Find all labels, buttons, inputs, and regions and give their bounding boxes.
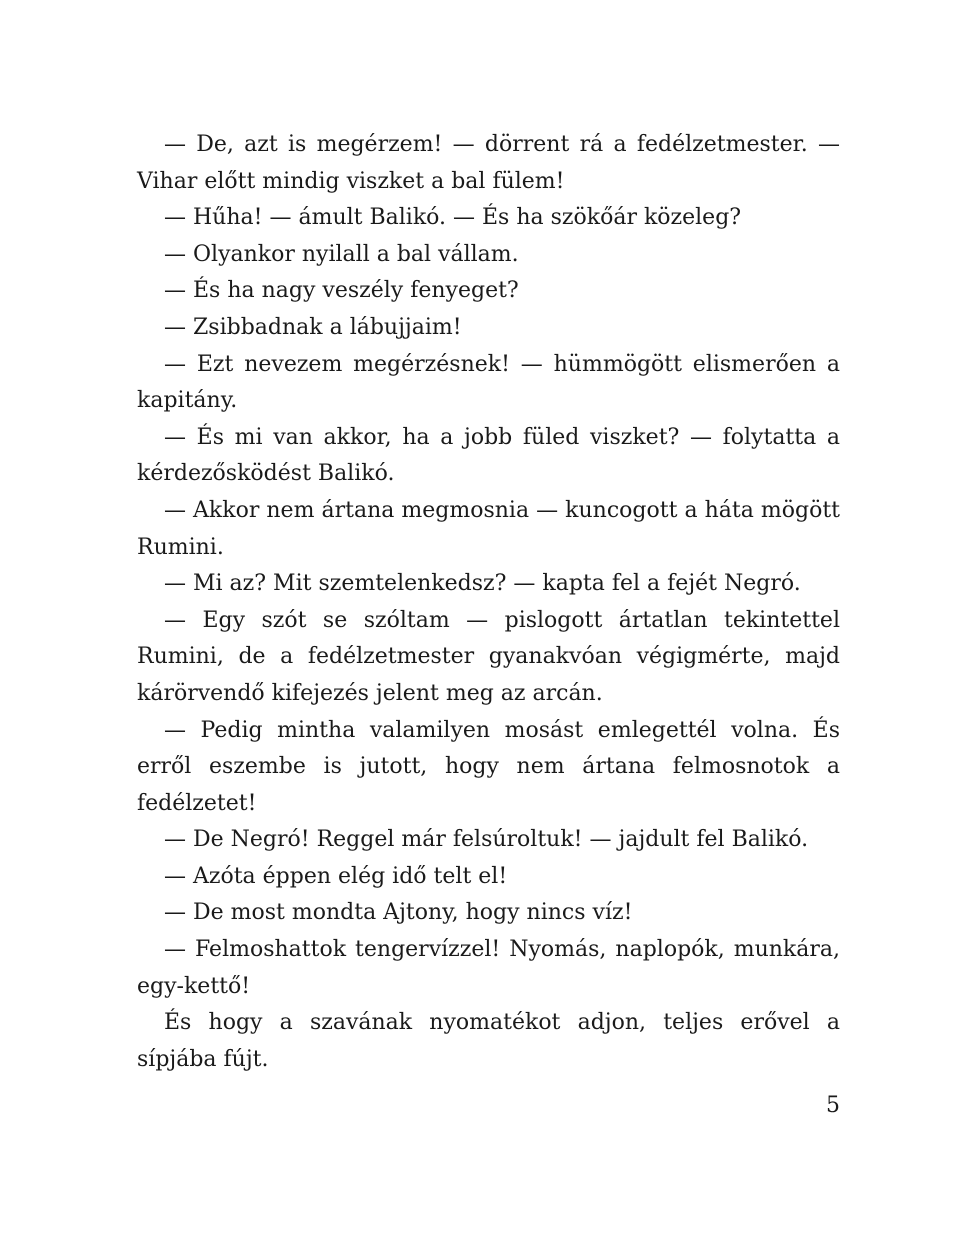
paragraph: — Azóta éppen elég idő telt el!	[164, 863, 508, 889]
paragraph: — Zsibbadnak a lábujjaim!	[164, 314, 462, 340]
paragraph: — Akkor nem ártana megmosnia — kuncogott a háta mögött Rumini.	[137, 497, 840, 560]
paragraph: — Egy szót se szóltam — pislogott ártatlan tekintettel Rumini, de a fedélzetmester gyanakvóan végigmérte, majd kárörvendő kifejezés jelent meg az arcán.	[137, 607, 840, 706]
page-number: 5	[826, 1093, 840, 1118]
paragraph: — Hűha! — ámult Balikó. — És ha szökőár közeleg?	[164, 205, 742, 231]
body-text	[137, 127, 840, 1078]
paragraph: — És mi van akkor, ha a jobb füled viszket? — folytatta a kérdezősködést Balikó.	[137, 424, 840, 487]
paragraph: — Ezt nevezem megérzésnek! — hümmögött elismerően a kapitány.	[137, 351, 840, 414]
paragraph: — Felmoshattok tengervízzel! Nyomás, naplopók, munkára, egy-kettő!	[137, 937, 840, 999]
paragraph: — Mi az? Mit szemtelenkedsz? — kapta fel a fejét Negró.	[164, 571, 801, 597]
paragraph: — De Negró! Reggel már felsúroltuk! — jajdult fel Balikó.	[164, 827, 809, 853]
paragraph: — Olyankor nyilall a bal vállam.	[164, 241, 519, 267]
paragraph: — De, azt is megérzem! — dörrent rá a fedélzetmester. — Vihar előtt mindig viszket a bal fülem!	[137, 132, 840, 194]
paragraph: — De most mondta Ajtony, hogy nincs víz!	[164, 900, 633, 926]
paragraph: — És ha nagy veszély fenyeget?	[164, 278, 519, 304]
paragraph: — Pedig mintha valamilyen mosást emlegettél volna. És erről eszembe is jutott, hogy nem ártana felmosnotok a fedélzetet!	[137, 717, 840, 816]
paragraph: És hogy a szavának nyomatékot adjon, teljes erővel a sípjába fújt.	[137, 1010, 840, 1072]
